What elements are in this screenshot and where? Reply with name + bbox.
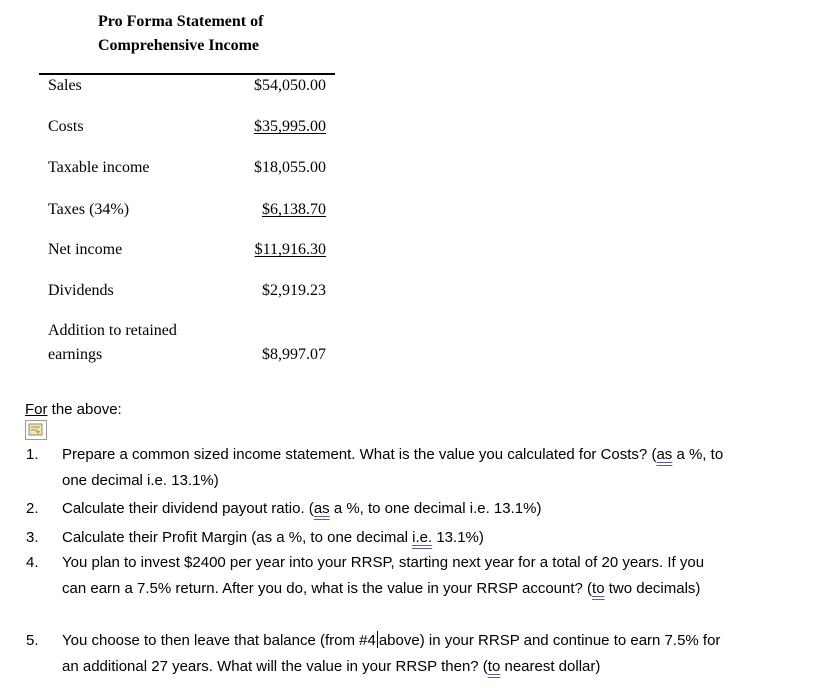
- question-4-number: 4.: [26, 554, 39, 571]
- row-label-addition-retained-line2: earnings: [48, 346, 103, 363]
- question-1-text-b: a %, to: [672, 446, 724, 463]
- question-4-line1: You plan to invest $2400 per year into your RRSP, starting next year for a total of 20 years. If you: [62, 554, 705, 571]
- question-1-line1: [62, 442, 807, 468]
- question-2-text-underlined: as: [313, 500, 330, 517]
- question-2-number: 2.: [26, 500, 39, 517]
- question-3-text-a: Calculate their Profit Margin (as a %, to one decimal: [62, 529, 413, 546]
- sticky-note-icon[interactable]: [25, 420, 47, 440]
- question-1-line2: one decimal i.e. 13.1%): [62, 472, 219, 489]
- question-5-line2: [62, 654, 807, 680]
- question-5-line2-b: nearest dollar): [500, 658, 601, 675]
- question-5-line1: [62, 628, 807, 654]
- statement-title: [98, 10, 338, 58]
- question-3-text-b: 13.1%): [432, 529, 484, 546]
- row-value-taxes: $6,138.70: [262, 201, 326, 218]
- row-label-taxable-income: Taxable income: [48, 159, 150, 176]
- row-label-addition-retained-line1: Addition to retained: [48, 322, 177, 339]
- question-5-number: 5.: [26, 632, 39, 649]
- intro-rest: the above:: [47, 401, 122, 418]
- row-label-dividends: Dividends: [48, 282, 114, 299]
- sticky-note-glyph: [28, 422, 44, 438]
- row-value-sales: $54,050.00: [254, 77, 326, 94]
- text-cursor: [377, 631, 378, 648]
- question-4-text-underlined: to: [592, 580, 605, 597]
- question-4-text: [62, 550, 807, 602]
- row-value-dividends: $2,919.23: [262, 282, 326, 299]
- question-3-text: [62, 525, 807, 551]
- question-5-line2-underlined: to: [487, 658, 501, 675]
- question-3-text-underlined: i.e.: [412, 529, 433, 546]
- question-4-text-b: two decimals): [604, 580, 701, 597]
- question-5-text-a: You choose to then leave that balance (from #4: [62, 632, 376, 649]
- row-label-net-income: Net income: [48, 241, 123, 258]
- question-3-number: 3.: [26, 529, 39, 546]
- intro-for-word: For: [25, 401, 48, 418]
- question-5-text: [62, 628, 807, 680]
- intro-text: [25, 399, 122, 421]
- question-1-number: 1.: [26, 446, 39, 463]
- statement-title-line2: Comprehensive Income: [98, 37, 260, 54]
- question-1-text-a: Prepare a common sized income statement. What is the value you calculated for Costs? (: [62, 446, 657, 463]
- row-value-taxable-income: $18,055.00: [254, 159, 326, 176]
- question-1-text: [62, 442, 807, 494]
- row-label-taxes: Taxes (34%): [48, 201, 130, 218]
- question-2-text: [62, 496, 807, 522]
- question-1-text-underlined: as: [656, 446, 673, 463]
- row-label-sales: Sales: [48, 77, 82, 94]
- question-2-text-a: Calculate their dividend payout ratio. (: [62, 500, 314, 517]
- row-value-costs: $35,995.00: [254, 118, 326, 135]
- question-5-text-b: above) in your RRSP and continue to earn 7.5% for: [378, 632, 721, 649]
- row-value-addition-retained: $8,997.07: [262, 346, 326, 363]
- row-value-net-income: $11,916.30: [254, 241, 326, 258]
- question-2-text-b: a %, to one decimal i.e. 13.1%): [329, 500, 542, 517]
- question-4-text-a: can earn a 7.5% return. After you do, what is the value in your RRSP account? (: [62, 580, 593, 597]
- question-4-line2: [62, 576, 807, 602]
- question-5-line2-a: an additional 27 years. What will the value in your RRSP then? (: [62, 658, 488, 675]
- row-label-costs: Costs: [48, 118, 84, 135]
- statement-title-line1: Pro Forma Statement of: [98, 13, 264, 30]
